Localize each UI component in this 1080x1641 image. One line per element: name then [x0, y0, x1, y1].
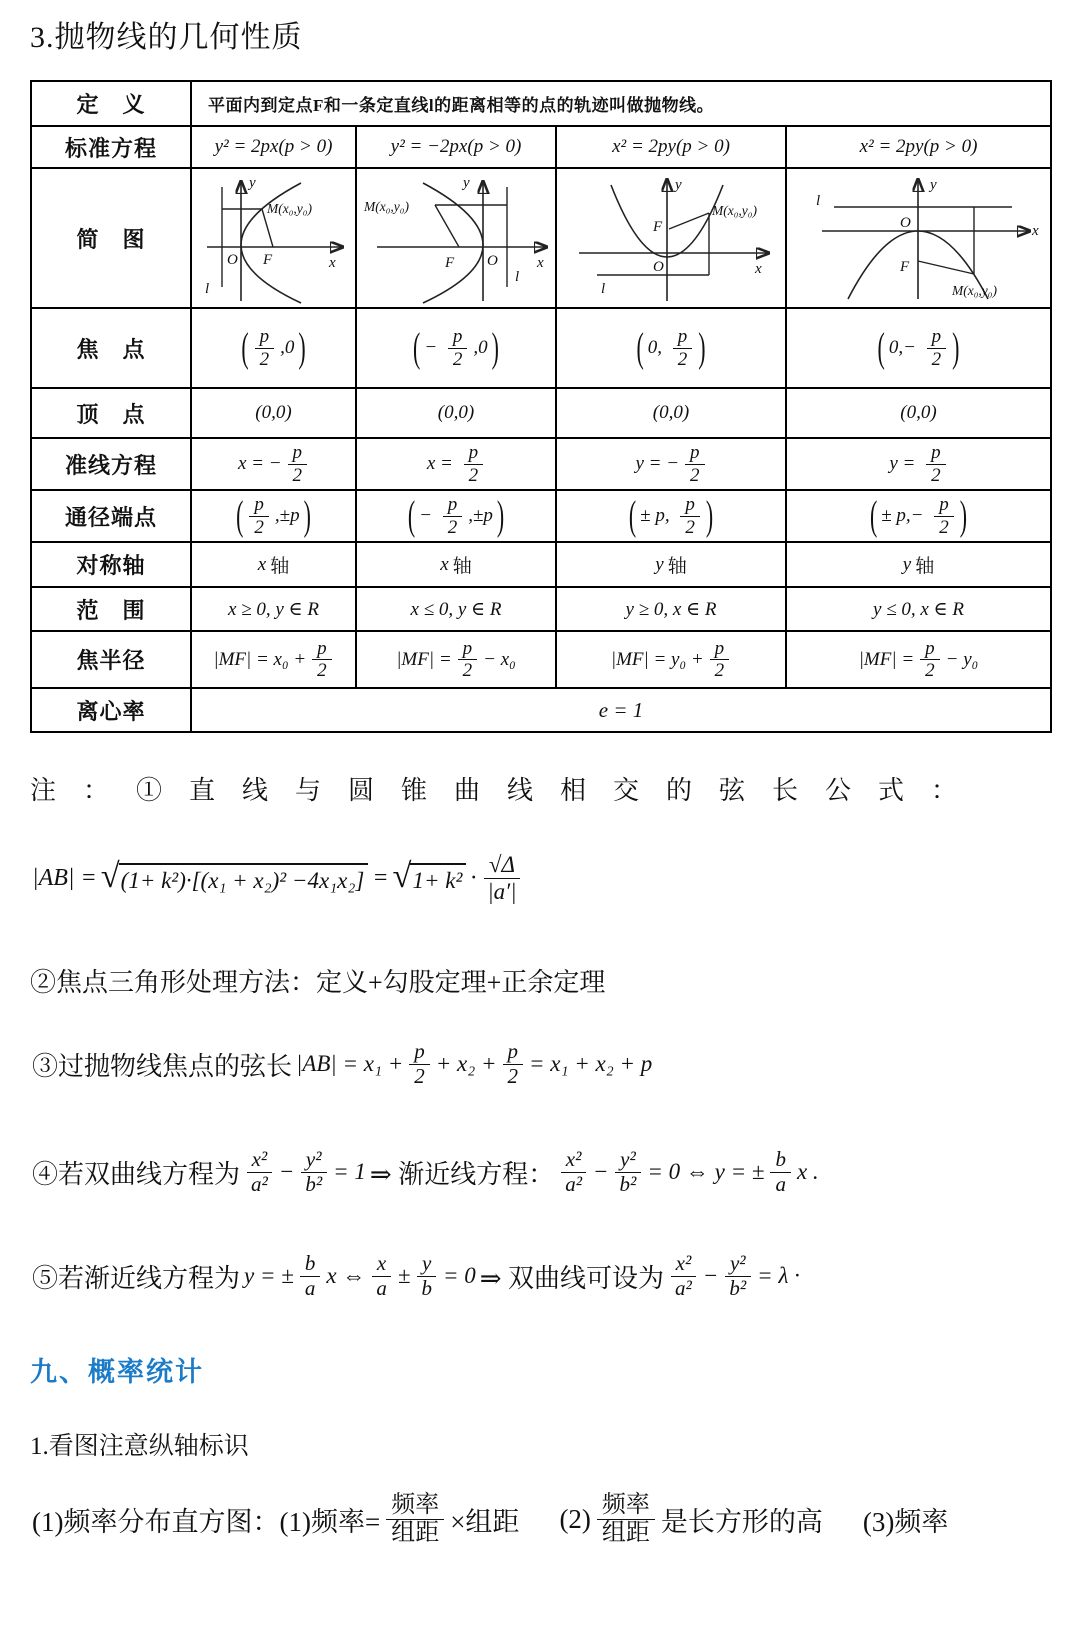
- row-label-vertex: 顶 点: [31, 388, 191, 438]
- cell-latus-4: ( ± p,− $\frac{p}{2}$ ): [786, 490, 1051, 542]
- frequency-histogram-line: (1)频率分布直方图：(1)频率= $\frac{\text{频率}}{\text{组距}}$ ×组距 (2) $\frac{\text{频率}}{\text{组距}}$ 是长方形的高 (3)频率: [32, 1492, 949, 1546]
- focus-label: F: [262, 252, 272, 268]
- sketch-parabola-opens-left: [359, 171, 554, 305]
- cell-focus-3: ( 0, $\frac{p}{2}$ ): [556, 308, 786, 388]
- cell-vertex-4: (0,0): [786, 388, 1051, 438]
- row-label-range: 范 围: [31, 587, 191, 631]
- cell-vertex-3: (0,0): [556, 388, 786, 438]
- y-label: y: [248, 175, 256, 191]
- cell-equation-3: x² = 2py(p > 0): [556, 126, 786, 168]
- cell-directrix-1: x = − $\frac{p}{2}$: [191, 438, 356, 490]
- cell-sketch-up-opening: [556, 168, 786, 308]
- origin-label: O: [486, 253, 498, 269]
- cell-equation-2: y² = −2px(p > 0): [356, 126, 556, 168]
- focus-label: F: [899, 259, 909, 275]
- directrix-label: l: [815, 193, 820, 209]
- cell-directrix-3: y = − $\frac{p}{2}$: [556, 438, 786, 490]
- origin-label: O: [652, 259, 664, 275]
- parabola-properties-table: [30, 80, 1052, 733]
- row-axis: [31, 542, 1051, 587]
- origin-label: O: [226, 252, 238, 268]
- row-label-focus: 焦 点: [31, 308, 191, 388]
- directrix-label: l: [600, 281, 605, 297]
- cell-axis-1: x 轴: [191, 542, 356, 587]
- row-label-axis: 对称轴: [31, 542, 191, 587]
- cell-sketch-right-opening: [191, 168, 356, 308]
- cell-radius-1: |MF| = x₀ + $\frac{p}{2}$: [191, 631, 356, 688]
- row-equation: [31, 126, 1051, 168]
- x-label: x: [536, 255, 544, 271]
- cell-directrix-4: y = $\frac{p}{2}$: [786, 438, 1051, 490]
- row-label-radius: 焦半径: [31, 631, 191, 688]
- cell-latus-1: ( $\frac{p}{2}$ ,±p ): [191, 490, 356, 542]
- cell-range-4: y ≤ 0, x ∈ R: [786, 587, 1051, 631]
- note-2: ②焦点三角形处理方法：定义+勾股定理+正余定理: [30, 968, 606, 997]
- row-range: [31, 587, 1051, 631]
- row-sketch: [31, 168, 1051, 308]
- cell-axis-3: y 轴: [556, 542, 786, 587]
- note-5: ⑤若渐近线方程为 y = ± $\frac{b}{a}$ x ⇔ $\frac{x}{a}$ ± $\frac{y}{b}$ = 0 ⇒ 双曲线可设为 $\frac{\text{x²}}{\text{a²}}$ − $\frac{\text{y²}}{\text{b²}}$ = λ ·: [32, 1251, 800, 1300]
- directrix-label: l: [514, 269, 519, 285]
- cell-latus-2: ( − $\frac{p}{2}$ ,±p ): [356, 490, 556, 542]
- cell-focus-4: ( 0,− $\frac{p}{2}$ ): [786, 308, 1051, 388]
- row-label-directrix: 准线方程: [31, 438, 191, 490]
- y-label: y: [929, 177, 937, 193]
- note-4: ④若双曲线方程为 $\frac{\text{x²}}{\text{a²}}$ − $\frac{\text{y²}}{\text{b²}}$ = 1 ⇒ 渐近线方程： $\frac{\text{x²}}{\text{a²}}$ − $\frac{\text{y²}}{\text{b²}}$ = 0 ⇔ y = ± $\frac{b}{a}$ x .: [32, 1147, 819, 1196]
- cell-eccentricity: e = 1: [191, 688, 1051, 732]
- point-m-label: M(x₀,y₀): [711, 203, 757, 218]
- row-label-eccentricity: 离心率: [31, 688, 191, 732]
- row-eccentricity: [31, 688, 1051, 732]
- focal-segment: [435, 205, 459, 247]
- row-latus-rectum: [31, 490, 1051, 542]
- row-focal-radius: [31, 631, 1051, 688]
- cell-equation-4: x² = 2py(p > 0): [786, 126, 1051, 168]
- focus-label: F: [652, 219, 662, 235]
- x-label: x: [1031, 223, 1039, 239]
- cell-definition-text: 平面内到定点F和一条定直线l的距离相等的点的轨迹叫做抛物线。: [191, 81, 1051, 126]
- note-3: ③过抛物线焦点的弦长 |AB| = x₁ + $\frac{p}{2}$ + x₂ + $\frac{p}{2}$ = x₁ + x₂ + p: [32, 1039, 653, 1088]
- cell-axis-2: x 轴: [356, 542, 556, 587]
- parabola-curve: [423, 183, 483, 303]
- cell-focus-2: ( − $\frac{p}{2}$ ,0 ): [356, 308, 556, 388]
- cell-radius-2: |MF| = $\frac{p}{2}$ − x₀: [356, 631, 556, 688]
- point-m-label: M(x₀,y₀): [266, 201, 312, 216]
- row-label-definition: 定 义: [31, 81, 191, 126]
- cell-range-2: x ≤ 0, y ∈ R: [356, 587, 556, 631]
- sketch-parabola-opens-down: [790, 171, 1048, 305]
- section-heading-probability-statistics: 九、概率统计: [30, 1357, 204, 1387]
- cell-sketch-left-opening: [356, 168, 556, 308]
- point-m-label: M(x₀,y₀): [363, 199, 409, 214]
- row-directrix: [31, 438, 1051, 490]
- chord-length-formula: |AB| = √ (1+ k²)·[(x₁ + x₂)² −4x₁x₂] = √ 1+ k² · $\frac{√\Delta}{|a'|}$: [30, 852, 526, 905]
- cell-range-3: y ≥ 0, x ∈ R: [556, 587, 786, 631]
- cell-range-1: x ≥ 0, y ∈ R: [191, 587, 356, 631]
- cell-axis-4: y 轴: [786, 542, 1051, 587]
- origin-label: O: [899, 215, 911, 231]
- cell-radius-4: |MF| = $\frac{p}{2}$ − y₀: [786, 631, 1051, 688]
- cell-vertex-1: (0,0): [191, 388, 356, 438]
- y-label: y: [674, 177, 682, 193]
- cell-directrix-2: x = $\frac{p}{2}$: [356, 438, 556, 490]
- row-label-equation: 标准方程: [31, 126, 191, 168]
- point-m-label: M(x₀,y₀): [951, 283, 997, 298]
- row-label-sketch: 简 图: [31, 168, 191, 308]
- focus-label: F: [444, 255, 454, 271]
- cell-latus-3: ( ± p, $\frac{p}{2}$ ): [556, 490, 786, 542]
- row-label-latus: 通径端点: [31, 490, 191, 542]
- directrix-label: l: [204, 281, 209, 297]
- cell-vertex-2: (0,0): [356, 388, 556, 438]
- sketch-parabola-opens-right: [195, 171, 353, 305]
- sketch-parabola-opens-up: [559, 171, 784, 305]
- row-definition: [31, 81, 1051, 126]
- cell-radius-3: |MF| = y₀ + $\frac{p}{2}$: [556, 631, 786, 688]
- y-label: y: [462, 175, 470, 191]
- x-label: x: [754, 261, 762, 277]
- row-vertex: [31, 388, 1051, 438]
- x-label: x: [328, 255, 336, 271]
- cell-focus-1: ( $\frac{p}{2}$ ,0 ): [191, 308, 356, 388]
- cell-sketch-down-opening: [786, 168, 1051, 308]
- cell-equation-1: y² = 2px(p > 0): [191, 126, 356, 168]
- note-1-heading: 注：①直线与圆锥曲线相交的弦长公式：: [30, 776, 985, 805]
- row-focus: [31, 308, 1051, 388]
- page-title: 3.抛物线的几何性质: [30, 21, 303, 54]
- section-item-1: 1.看图注意纵轴标识: [30, 1433, 249, 1460]
